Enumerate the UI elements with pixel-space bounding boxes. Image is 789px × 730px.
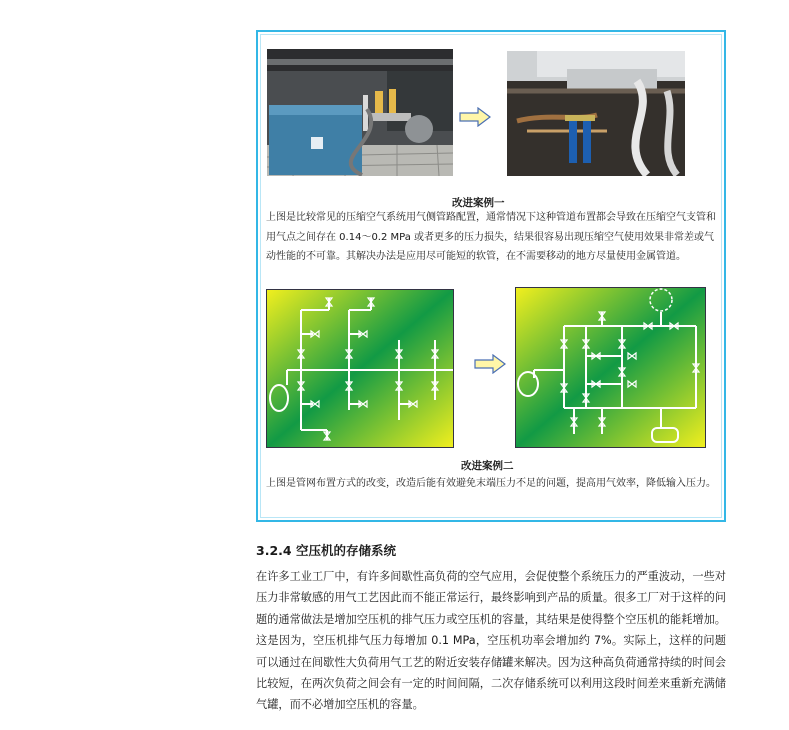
section-body: 在许多工业工厂中，有许多间歇性高负荷的空气应用，会促使整个系统压力的严重波动，一些对压力非常敏感的用气工艺因此而不能正常运行，最终影响到产品的质量。很多工厂对于这样的问题的通常做法是增加空压机的排气压力或空压机的容量，其结果是使得整个空压机的能耗增加。这是因为，空压机排气压力每增加 0.1 MPa，空压机功率会增加约 7%。实际上，这样的问题可以通过在间歇性大负荷用气工艺的附近安装存储罐来解决。因为这种高负荷通常持续的时间会比较短，在两次负荷之间会有一定的时间间隔，二次存储系统可以利用这段时间差来重新充满储气罐，而不必增加空压机的容量。 <box>256 570 726 712</box>
pipe-diagram-after <box>515 287 706 448</box>
photo-before <box>267 49 453 176</box>
photo-after <box>507 51 685 176</box>
section-heading: 3.2.4 空压机的存储系统 <box>256 543 396 558</box>
right-arrow-icon <box>459 107 491 127</box>
right-arrow-icon <box>474 354 506 374</box>
pipe-diagram-before <box>266 289 454 448</box>
case2-text: 上图是管网布置方式的改变，改造后能有效避免末端压力不足的问题，提高用气效率，降低输入压力。 <box>266 478 716 489</box>
case1-text: 上图是比较常见的压缩空气系统用气侧管路配置，通常情况下这种管道布置都会导致在压缩空气支管和用气点之间存在 0.14～0.2 MPa 或者更多的压力损失，结果很容易出现压缩空气使用效果非常差或气动性能的不可靠。其解决办法是应用尽可能短的软管，在不需要移动的地方尽量使用金属管道。 <box>266 212 716 262</box>
case1-title: 改进案例一 <box>452 197 505 209</box>
case2-title: 改进案例二 <box>461 460 514 472</box>
